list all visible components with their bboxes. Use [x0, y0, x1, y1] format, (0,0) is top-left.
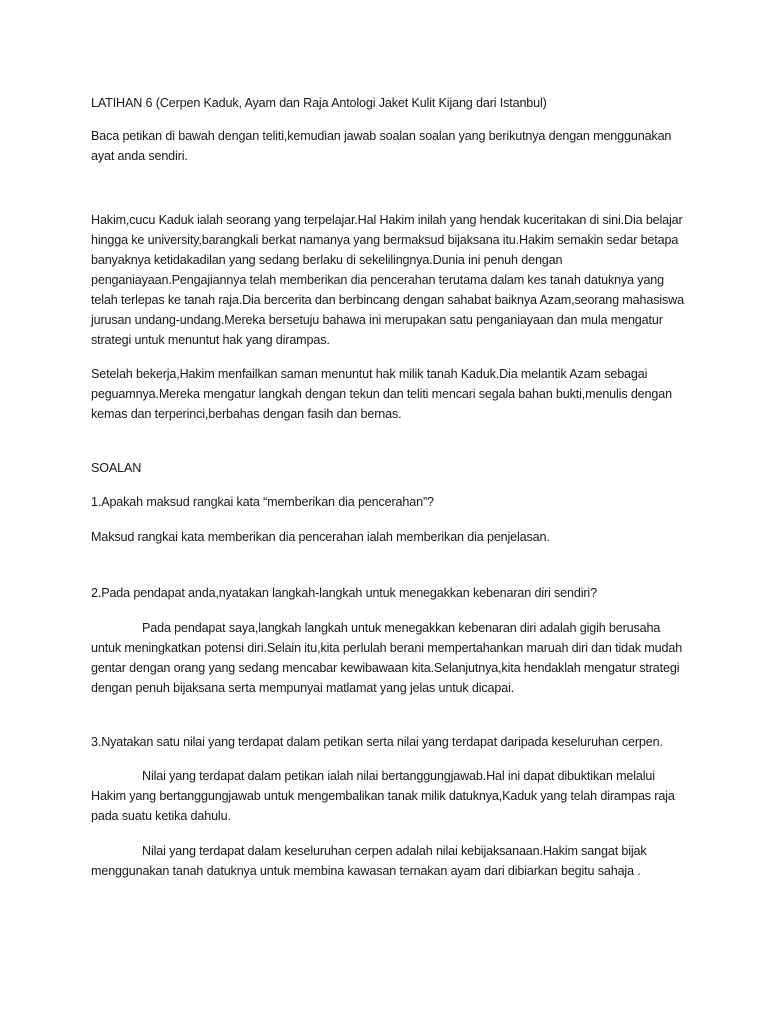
answer-1: Maksud rangkai kata memberikan dia pencerahan ialah memberikan dia penjelasan.	[91, 530, 550, 544]
question-3: 3.Nyatakan satu nilai yang terdapat dalam petikan serta nilai yang terdapat daripada keseluruhan cerpen.	[91, 735, 663, 749]
passage-paragraph: Hakim,cucu Kaduk ialah seorang yang terpelajar.Hal Hakim inilah yang hendak kuceritakan di sini.Dia belajar hingga ke university,barangkali berkat namanya yang bermaksud bijaksana itu.Hakim semakin sedar betapa banyaknya ketidakadilan yang sedang berlaku di sekelilingnya.Dunia ini penuh dengan penganiayaan.Pengajiannya telah memberikan dia pencerahan terutama dalam kes tanah datuknya yang telah terlepas ke tanah raja.Dia bercerita dan berbincang dengan sahabat baiknya Azam,seorang mahasiswa jurusan undang-undang.Mereka bersetuju bahawa ini merupakan satu penganiayaan dan mula mengatur strategi untuk menuntut hak yang dirampas.	[91, 213, 684, 347]
document-title: LATIHAN 6 (Cerpen Kaduk, Ayam dan Raja Antologi Jaket Kulit Kijang dari Istanbul)	[91, 96, 547, 110]
soalan-heading: SOALAN	[91, 461, 142, 475]
document-content	[91, 93, 691, 881]
answer-2: Pada pendapat saya,langkah langkah untuk menegakkan kebenaran diri adalah gigih berusaha untuk meningkatkan potensi diri.Selain itu,kita perlulah berani mempertahankan maruah diri dan tidak mudah gentar dengan orang yang sedang mencabar kewibawaan kita.Selanjutnya,kita hendaklah mengatur strategi dengan penuh bijaksana serta mempunyai matlamat yang jelas untuk dicapai.	[91, 621, 683, 695]
answer-3-part-1: Nilai yang terdapat dalam petikan ialah nilai bertanggungjawab.Hal ini dapat dibuktikan melalui Hakim yang bertanggungjawab untuk mengembalikan tanak milik datuknya,Kaduk yang telah dirampas raja pada suatu ketika dahulu.	[91, 769, 675, 823]
instruction-text: Baca petikan di bawah dengan teliti,kemudian jawab soalan soalan yang berikutnya dengan menggunakan ayat anda sendiri.	[91, 129, 672, 163]
question-2: 2.Pada pendapat anda,nyatakan langkah-langkah untuk menegakkan kebenaran diri sendiri?	[91, 586, 597, 600]
passage-paragraph: Setelah bekerja,Hakim menfailkan saman menuntut hak milik tanah Kaduk.Dia melantik Azam sebagai peguamnya.Mereka mengatur langkah dengan tekun dan teliti mencari segala bahan bukti,menulis dengan kemas dan terperinci,berbahas dengan fasih dan bernas.	[91, 367, 672, 421]
answer-3-part-2: Nilai yang terdapat dalam keseluruhan cerpen adalah nilai kebijaksanaan.Hakim sangat bijak menggunakan tanah datuknya untuk membina kawasan ternakan ayam dari dibiarkan begitu sahaja .	[91, 844, 647, 878]
question-1: 1.Apakah maksud rangkai kata “memberikan dia pencerahan”?	[91, 495, 434, 509]
